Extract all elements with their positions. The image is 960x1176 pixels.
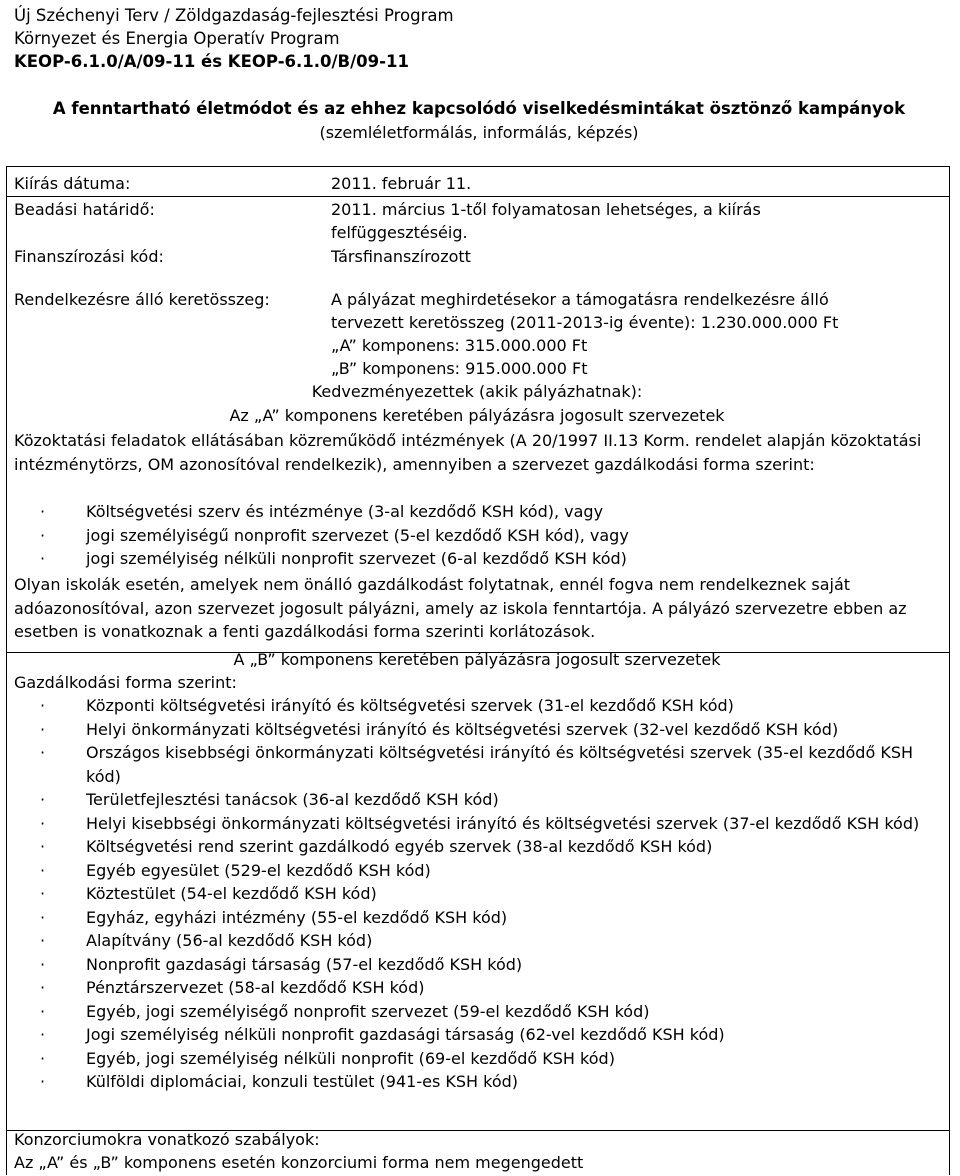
operative-program-name: Környezet és Energia Operatív Program bbox=[14, 29, 340, 48]
date-value: 2011. február 11. bbox=[331, 174, 472, 193]
list-item-text: Egyéb egyesület (529-el kezdődő KSH kód) bbox=[86, 860, 431, 880]
component-b-heading: A „B” komponens keretében pályázásra jogosult szervezetek bbox=[233, 650, 721, 669]
list-item-text: Alapítvány (56-al kezdődő KSH kód) bbox=[86, 931, 373, 950]
component-a-list bbox=[14, 500, 944, 571]
budget-line-2: tervezett keretösszeg (2011-2013-ig évente): 1.230.000.000 Ft bbox=[331, 313, 839, 332]
bullet-icon: · bbox=[40, 525, 46, 545]
list-item bbox=[14, 1023, 944, 1047]
list-item-text: Pénztárszervezet (58-al kezdődő KSH kód) bbox=[86, 978, 425, 997]
bullet-icon: · bbox=[40, 1001, 46, 1021]
bullet-icon: · bbox=[40, 1025, 46, 1044]
list-item bbox=[14, 929, 944, 953]
call-subtitle: (szemléletformálás, informálás, képzés) bbox=[319, 123, 639, 142]
list-item bbox=[14, 1000, 944, 1024]
list-item-text: Külföldi diplomáciai, konzuli testület (941-es KSH kód) bbox=[86, 1072, 519, 1091]
list-item-text: Egyéb, jogi személyiségő nonprofit szervezet (59-el kezdődő KSH kód) bbox=[86, 1001, 650, 1021]
program-name: Új Széchenyi Terv / Zöldgazdaság-fejlesztési Program bbox=[14, 6, 454, 25]
list-item bbox=[14, 1047, 944, 1071]
bullet-icon: · bbox=[40, 931, 46, 950]
budget-component-a: „A” komponens: 315.000.000 Ft bbox=[331, 336, 588, 355]
component-b-intro: Gazdálkodási forma szerint: bbox=[14, 673, 237, 692]
list-item bbox=[14, 812, 944, 836]
list-item bbox=[14, 547, 944, 571]
bullet-icon: · bbox=[40, 978, 46, 997]
list-item bbox=[14, 694, 944, 718]
list-item-text: Egyház, egyházi intézmény (55-el kezdődő KSH kód) bbox=[86, 907, 508, 927]
list-item-text: Helyi önkormányzati költségvetési irányító és költségvetési szervek (32-vel kezdődő KSH kód) bbox=[86, 719, 839, 739]
list-item-text: Költségvetési rend szerint gazdálkodó egyéb szervek (38-al kezdődő KSH kód) bbox=[86, 837, 713, 856]
list-item bbox=[14, 718, 944, 742]
list-item bbox=[14, 524, 944, 548]
list-item-text: jogi személyiség nélküli nonprofit szervezet (6-al kezdődő KSH kód) bbox=[86, 549, 627, 568]
consortium-text: Az „A” és „B” komponens esetén konzorciumi forma nem megengedett bbox=[14, 1153, 584, 1172]
call-title: A fenntartható életmódot és az ehhez kapcsolódó viselkedésmintákat ösztönző kampányok bbox=[52, 99, 906, 118]
list-item-text: Egyéb, jogi személyiség nélküli nonprofit (69-el kezdődő KSH kód) bbox=[86, 1048, 615, 1068]
list-item bbox=[14, 976, 944, 1000]
list-item-text: Nonprofit gazdasági társaság (57-el kezdődő KSH kód) bbox=[86, 954, 523, 974]
bullet-icon: · bbox=[40, 1072, 46, 1091]
deadline-label: Beadási határidő: bbox=[14, 200, 155, 219]
deadline-value-line-1: 2011. március 1-től folyamatosan lehetséges, a kiírás bbox=[331, 200, 761, 219]
list-item-text: Helyi kisebbségi önkormányzati költségvetési irányító és költségvetési szervek (37-el kezdődő KSH kód) bbox=[86, 813, 920, 833]
bullet-icon: · bbox=[40, 790, 46, 809]
bullet-icon: · bbox=[40, 860, 46, 880]
date-label: Kiírás dátuma: bbox=[14, 174, 131, 193]
bullet-icon: · bbox=[40, 743, 46, 762]
budget-label: Rendelkezésre álló keretösszeg: bbox=[14, 290, 270, 309]
component-a-note: Olyan iskolák esetén, amelyek nem önálló gazdálkodást folytatnak, ennél fogva nem rendelkeznek saját adóazonosítóval, azon szervezet jogosult pályázni, amely az iskola fenntartója. A pályázó szervezetre ebben az esetben is vonatkoznak a fenti gazdálkodási forma szerinti korlátozások. bbox=[14, 575, 907, 641]
deadline-value-line-2: felfüggesztéséig. bbox=[331, 223, 468, 242]
list-item bbox=[14, 882, 944, 906]
call-codes: KEOP-6.1.0/A/09-11 és KEOP-6.1.0/B/09-11 bbox=[14, 52, 409, 71]
budget-component-b: „B” komponens: 915.000.000 Ft bbox=[331, 359, 588, 378]
list-item-text: Köztestület (54-el kezdődő KSH kód) bbox=[86, 884, 377, 903]
list-item bbox=[14, 1070, 944, 1094]
list-item bbox=[14, 859, 944, 883]
bullet-icon: · bbox=[40, 884, 46, 903]
list-item bbox=[14, 906, 944, 930]
list-item-text: Költségvetési szerv és intézménye (3-al kezdődő KSH kód), vagy bbox=[86, 502, 604, 521]
program-header bbox=[14, 4, 944, 73]
bullet-icon: · bbox=[40, 719, 46, 739]
funding-label: Finanszírozási kód: bbox=[14, 247, 164, 266]
budget-line-1: A pályázat meghirdetésekor a támogatásra rendelkezésre álló bbox=[331, 290, 829, 309]
list-item-text: Országos kisebbségi önkormányzati költségvetési irányító és költségvetési szervek (35-el kezdődő KSH kód) bbox=[86, 743, 913, 786]
list-item bbox=[14, 835, 944, 859]
list-item-text: Területfejlesztési tanácsok (36-al kezdődő KSH kód) bbox=[86, 790, 499, 809]
call-title-block bbox=[14, 97, 944, 145]
bullet-icon: · bbox=[40, 696, 46, 715]
list-item bbox=[14, 953, 944, 977]
list-item bbox=[14, 788, 944, 812]
bullet-icon: · bbox=[40, 1048, 46, 1068]
consortium-label: Konzorciumokra vonatkozó szabályok: bbox=[14, 1130, 320, 1149]
bullet-icon: · bbox=[40, 502, 46, 521]
component-a-intro: Közoktatási feladatok ellátásában közreműködő intézmények (A 20/1997 II.13 Korm. rendelet alapján közoktatási intézménytörzs, OM azonosítóval rendelkezik), amennyiben a szervezet gazdálkodási forma szerint: bbox=[14, 431, 922, 474]
funding-value: Társfinanszírozott bbox=[331, 247, 471, 266]
bullet-icon: · bbox=[40, 813, 46, 833]
bullet-icon: · bbox=[40, 549, 46, 568]
component-b-list bbox=[14, 694, 944, 1094]
list-item-text: jogi személyiségű nonprofit szervezet (5-el kezdődő KSH kód), vagy bbox=[86, 525, 629, 545]
list-item bbox=[14, 500, 944, 524]
list-item-text: Jogi személyiség nélküli nonprofit gazdasági társaság (62-vel kezdődő KSH kód) bbox=[86, 1025, 725, 1044]
beneficiaries-heading: Kedvezményezettek (akik pályázhatnak): bbox=[311, 382, 643, 401]
row-divider bbox=[7, 196, 949, 197]
component-a-heading: Az „A” komponens keretében pályázásra jogosult szervezetek bbox=[229, 406, 725, 425]
list-item-text: Központi költségvetési irányító és költségvetési szervek (31-el kezdődő KSH kód) bbox=[86, 696, 734, 715]
bullet-icon: · bbox=[40, 954, 46, 974]
bullet-icon: · bbox=[40, 907, 46, 927]
list-item bbox=[14, 741, 944, 788]
bullet-icon: · bbox=[40, 837, 46, 856]
